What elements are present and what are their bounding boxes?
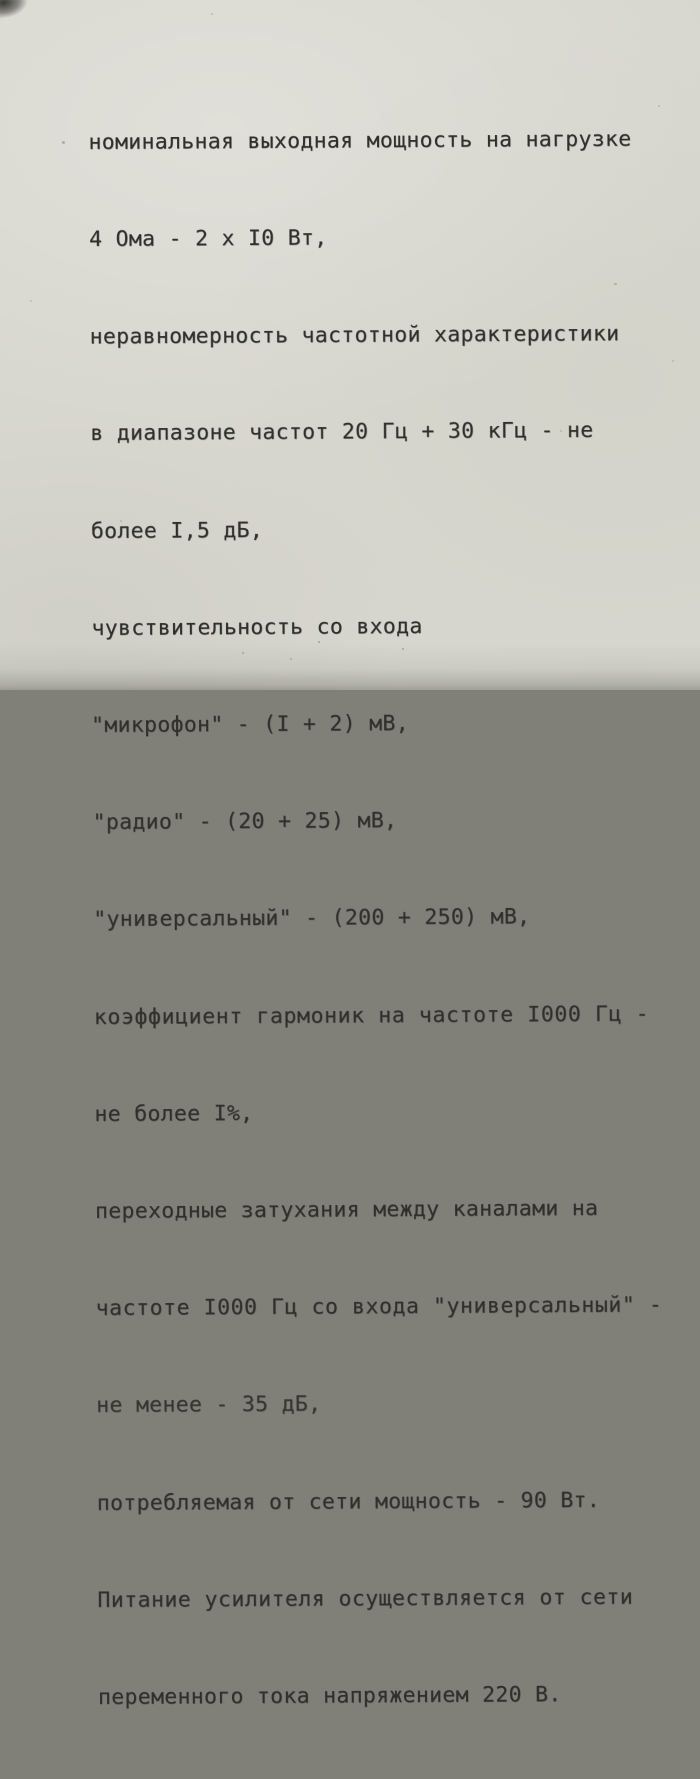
text-line: частоте I000 Гц со входа "универсальный" - <box>95 1292 663 1322</box>
text-line: в диапазоне частот 20 Гц + 30 кГц - не <box>90 418 594 447</box>
text-line: переходные затухания между каналами на <box>94 1195 599 1225</box>
document-text <box>88 58 688 1779</box>
text-line: "радио" - (20 + 25) мВ, <box>92 808 398 836</box>
text-line: Питание усилителя осуществляется от сети <box>97 1584 634 1613</box>
text-line: "микрофон" - (I + 2) мВ, <box>90 711 409 739</box>
text-line: неравномерность частотной характеристики <box>89 321 620 350</box>
text-line: чувствительность со входа <box>91 613 423 641</box>
text-line: переменного тока напряжением 220 В. <box>97 1682 562 1711</box>
text-line: коэффициент гармоник на частоте I000 Гц - <box>93 1001 650 1030</box>
text-line: не более I%, <box>94 1100 254 1127</box>
text-line: 4 Ома - 2 х I0 Вт, <box>89 225 328 253</box>
text-line: более I,5 дБ, <box>90 517 264 544</box>
text-line: "универсальный" - (200 + 250) мВ, <box>93 904 531 933</box>
scan-artifact-corner <box>0 0 29 19</box>
text-line: номинальная выходная мощность на нагрузке <box>88 126 632 155</box>
text-line: потребляемая от сети мощность - 90 Вт. <box>96 1487 601 1516</box>
text-line: не менее - 35 дБ, <box>96 1392 322 1419</box>
page-bottom-shadow <box>0 642 700 690</box>
